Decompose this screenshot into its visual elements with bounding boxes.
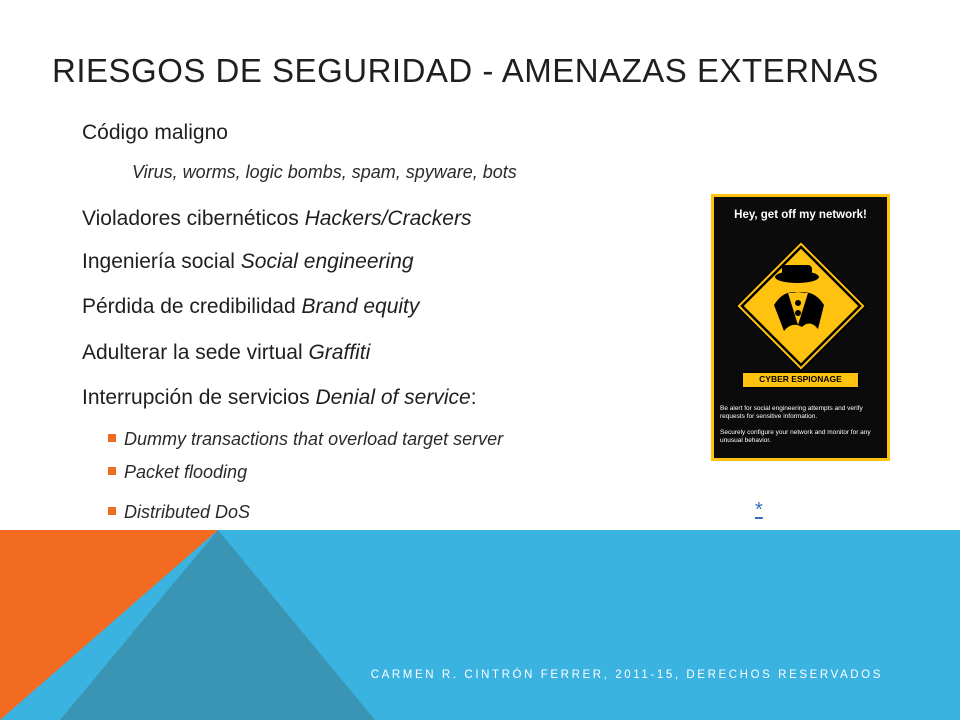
poster-text-1: Be alert for social engineering attempts and verify requests for sensitive information. — [720, 405, 863, 420]
poster-text-2: Securely configure your network and monitor for any unusual behavior. — [720, 429, 871, 444]
item-label: Pérdida de credibilidad — [82, 295, 302, 318]
item-graffiti — [82, 341, 370, 365]
bullet-text: Distributed DoS — [124, 502, 251, 522]
square-bullet-icon — [108, 467, 116, 475]
poster-body — [714, 197, 887, 458]
item-malicious-code — [82, 121, 228, 145]
slide-title: RIESGOS DE SEGURIDAD - AMENAZAS EXTERNAS — [52, 52, 879, 89]
bullet-packet-flooding — [108, 462, 247, 483]
item-label: Ingeniería social — [82, 250, 241, 273]
item-label: Violadores cibernéticos — [82, 207, 305, 230]
item-term: Brand equity — [301, 295, 420, 318]
bullet-text: Dummy transactions that overload target server — [124, 429, 504, 449]
malware-examples: Virus, worms, logic bombs, spam, spyware, bots — [132, 162, 517, 182]
cyber-espionage-poster — [711, 194, 890, 461]
item-social-engineering — [82, 250, 414, 274]
item-term: Social engineering — [240, 250, 414, 273]
poster-headline: Hey, get off my network! — [734, 209, 867, 221]
bullet-distributed-dos — [108, 502, 250, 523]
square-bullet-icon — [108, 507, 116, 515]
source-link[interactable]: * — [755, 499, 763, 521]
footer-credit: CARMEN R. CINTRÓN FERRER, 2011-15, DERECHOS RESERVADOS — [370, 669, 883, 681]
item-denial-of-service — [82, 386, 477, 410]
item-term: Denial of service — [315, 386, 471, 409]
item-brand-equity — [82, 295, 419, 319]
poster-banner: CYBER ESPIONAGE — [742, 372, 859, 388]
bullet-text: Packet flooding — [124, 462, 248, 482]
bullet-dummy-transactions — [108, 429, 503, 450]
square-bullet-icon — [108, 434, 116, 442]
item-term: Graffiti — [308, 341, 371, 364]
item-hackers — [82, 207, 471, 231]
item-label: Adulterar la sede virtual — [82, 341, 309, 364]
item-suffix: : — [470, 386, 477, 409]
item-label: Interrupción de servicios — [82, 386, 316, 409]
item-label: Código maligno — [82, 121, 228, 144]
item-term: Hackers/Crackers — [304, 207, 472, 230]
